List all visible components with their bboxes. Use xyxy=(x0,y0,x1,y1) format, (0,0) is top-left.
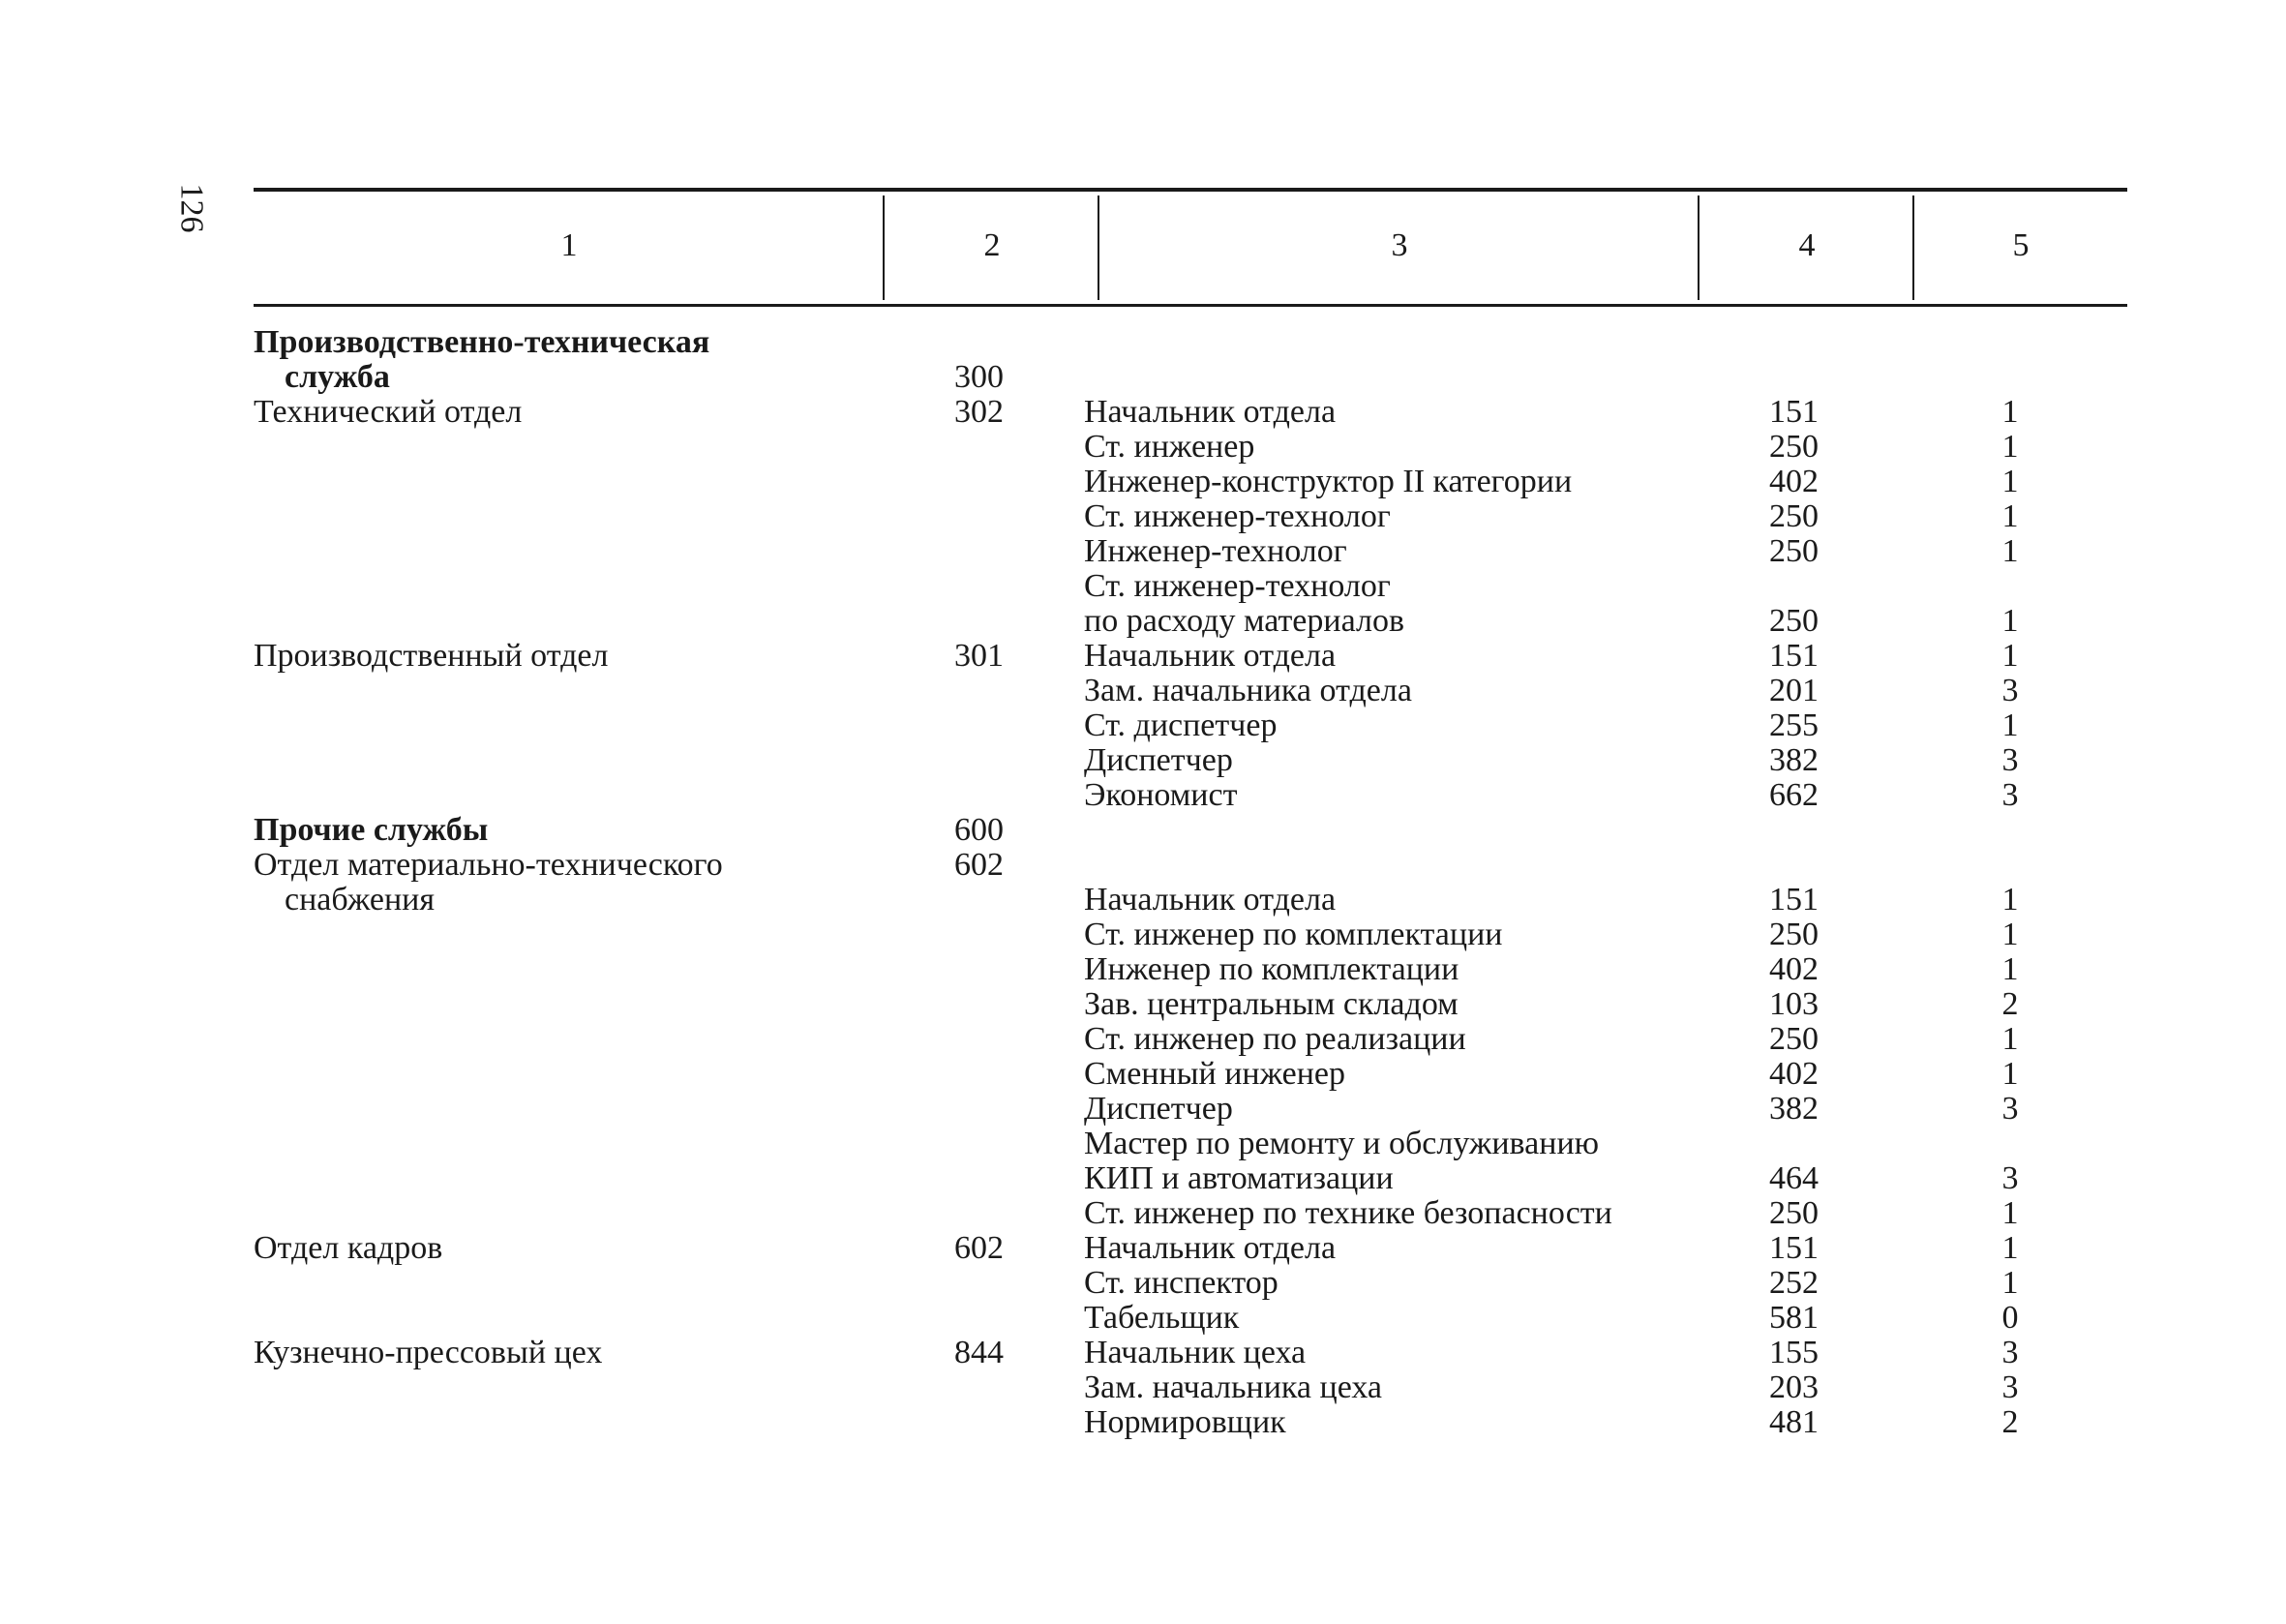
table-cell-col5: 1 xyxy=(2001,1265,2019,1301)
table-cell-col3: Экономист xyxy=(1084,777,1238,813)
table-cell-col4: 402 xyxy=(1769,464,1819,499)
table-cell-col4: 382 xyxy=(1769,1091,1819,1127)
table-cell-col4: 151 xyxy=(1769,394,1819,430)
table-cell-col3: Нормировщик xyxy=(1084,1404,1286,1440)
table-cell-col5: 3 xyxy=(2001,1160,2019,1196)
table-cell-col3: Мастер по ремонту и обслуживанию xyxy=(1084,1126,1600,1161)
table-cell-col5: 1 xyxy=(2001,394,2019,430)
table-cell-col3: Инженер по комплектации xyxy=(1084,951,1459,987)
table-cell-col4: 250 xyxy=(1769,498,1819,534)
table-cell-col3: Ст. инженер по комплектации xyxy=(1084,917,1503,952)
table-cell-col5: 2 xyxy=(2001,986,2019,1022)
table-cell-col4: 252 xyxy=(1769,1265,1819,1301)
table-cell-col3: Начальник цеха xyxy=(1084,1335,1307,1370)
table-cell-col4: 201 xyxy=(1769,673,1819,708)
table-cell-col3: КИП и автоматизации xyxy=(1084,1160,1394,1196)
table-cell-col3: Зам. начальника цеха xyxy=(1084,1369,1382,1405)
table-cell-col3: Ст. диспетчер xyxy=(1084,707,1278,743)
table-cell-col4: 402 xyxy=(1769,1056,1819,1092)
table-cell-col1: Производственно-техническая xyxy=(254,324,710,360)
table-cell-col1: Технический отдел xyxy=(254,394,523,430)
table-cell-col3: Ст. инженер-технолог xyxy=(1084,568,1391,604)
table-cell-col5: 1 xyxy=(2001,1056,2019,1092)
table-cell-col4: 151 xyxy=(1769,1230,1819,1266)
table-cell-col4: 382 xyxy=(1769,742,1819,778)
table-cell-col5: 3 xyxy=(2001,1369,2019,1405)
table-cell-col2: 300 xyxy=(954,359,1004,395)
table-cell-col5: 1 xyxy=(2001,464,2019,499)
table-cell-col5: 3 xyxy=(2001,742,2019,778)
table-cell-col2: 302 xyxy=(954,394,1004,430)
table-cell-col1: Прочие службы xyxy=(254,812,489,848)
table-top-rule xyxy=(254,188,2127,192)
table-cell-col4: 662 xyxy=(1769,777,1819,813)
table-cell-col5: 3 xyxy=(2001,777,2019,813)
table-cell-col4: 103 xyxy=(1769,986,1819,1022)
table-header-rule xyxy=(254,304,2127,307)
table-cell-col5: 1 xyxy=(2001,533,2019,569)
page-number: 126 xyxy=(173,183,210,233)
table-cell-col3: Начальник отдела xyxy=(1084,638,1337,674)
table-cell-col4: 203 xyxy=(1769,1369,1819,1405)
table-cell-col3: Начальник отдела xyxy=(1084,1230,1337,1266)
table-cell-col5: 1 xyxy=(2001,498,2019,534)
table-cell-col5: 1 xyxy=(2001,638,2019,674)
table-cell-col4: 151 xyxy=(1769,638,1819,674)
column-header-5: 5 xyxy=(2012,227,2030,263)
table-cell-col2: 602 xyxy=(954,847,1004,883)
column-header-3: 3 xyxy=(1391,227,1408,263)
table-cell-col4: 250 xyxy=(1769,533,1819,569)
table-cell-col4: 250 xyxy=(1769,917,1819,952)
table-cell-col5: 1 xyxy=(2001,707,2019,743)
table-cell-col5: 1 xyxy=(2001,1230,2019,1266)
table-cell-col5: 1 xyxy=(2001,1195,2019,1231)
table-cell-col5: 3 xyxy=(2001,1091,2019,1127)
column-header-4: 4 xyxy=(1798,227,1816,263)
table-cell-col4: 255 xyxy=(1769,707,1819,743)
table-cell-col4: 464 xyxy=(1769,1160,1819,1196)
table-cell-col4: 402 xyxy=(1769,951,1819,987)
table-cell-col1: Отдел кадров xyxy=(254,1230,443,1266)
table-cell-col4: 250 xyxy=(1769,429,1819,465)
table-cell-col3: Табельщик xyxy=(1084,1300,1240,1336)
table-cell-col3: Ст. инженер-технолог xyxy=(1084,498,1391,534)
table-cell-col5: 1 xyxy=(2001,603,2019,639)
table-cell-col1: Производственный отдел xyxy=(254,638,609,674)
table-cell-col2: 844 xyxy=(954,1335,1004,1370)
table-cell-col3: Диспетчер xyxy=(1084,742,1233,778)
table-cell-col5: 2 xyxy=(2001,1404,2019,1440)
table-cell-col3: Сменный инженер xyxy=(1084,1056,1346,1092)
table-cell-col3: Ст. инженер xyxy=(1084,429,1255,465)
table-cell-col3: Начальник отдела xyxy=(1084,882,1337,917)
table-cell-col3: Ст. инженер по технике безопасности xyxy=(1084,1195,1612,1231)
table-cell-col5: 3 xyxy=(2001,673,2019,708)
table-cell-col2: 301 xyxy=(954,638,1004,674)
table-cell-col3: Ст. инспектор xyxy=(1084,1265,1278,1301)
table-cell-col3: Инженер-технолог xyxy=(1084,533,1347,569)
table-cell-col3: Инженер-конструктор II категории xyxy=(1084,464,1573,499)
table-cell-col3: Диспетчер xyxy=(1084,1091,1233,1127)
table-cell-col1: Кузнечно-прессовый цех xyxy=(254,1335,603,1370)
table-cell-col5: 1 xyxy=(2001,951,2019,987)
table-cell-col5: 3 xyxy=(2001,1335,2019,1370)
table-cell-col2: 600 xyxy=(954,812,1004,848)
table-cell-col5: 1 xyxy=(2001,1021,2019,1057)
table-cell-col1: снабжения xyxy=(285,882,435,917)
column-header-1: 1 xyxy=(560,227,578,263)
table-cell-col4: 155 xyxy=(1769,1335,1819,1370)
table-cell-col1: служба xyxy=(285,359,390,395)
table-cell-col5: 1 xyxy=(2001,429,2019,465)
table-cell-col4: 151 xyxy=(1769,882,1819,917)
table-cell-col4: 250 xyxy=(1769,1021,1819,1057)
column-header-2: 2 xyxy=(983,227,1001,263)
table-cell-col3: по расходу материалов xyxy=(1084,603,1405,639)
table-cell-col3: Зам. начальника отдела xyxy=(1084,673,1412,708)
table-cell-col5: 0 xyxy=(2001,1300,2019,1336)
table-cell-col4: 250 xyxy=(1769,603,1819,639)
table-cell-col5: 1 xyxy=(2001,882,2019,917)
table-cell-col4: 581 xyxy=(1769,1300,1819,1336)
table-cell-col5: 1 xyxy=(2001,917,2019,952)
table-cell-col3: Ст. инженер по реализации xyxy=(1084,1021,1466,1057)
table-cell-col2: 602 xyxy=(954,1230,1004,1266)
table-cell-col4: 481 xyxy=(1769,1404,1819,1440)
table-cell-col1: Отдел материально-технического xyxy=(254,847,723,883)
table-cell-col3: Начальник отдела xyxy=(1084,394,1337,430)
table-cell-col4: 250 xyxy=(1769,1195,1819,1231)
table-cell-col3: Зав. центральным складом xyxy=(1084,986,1459,1022)
